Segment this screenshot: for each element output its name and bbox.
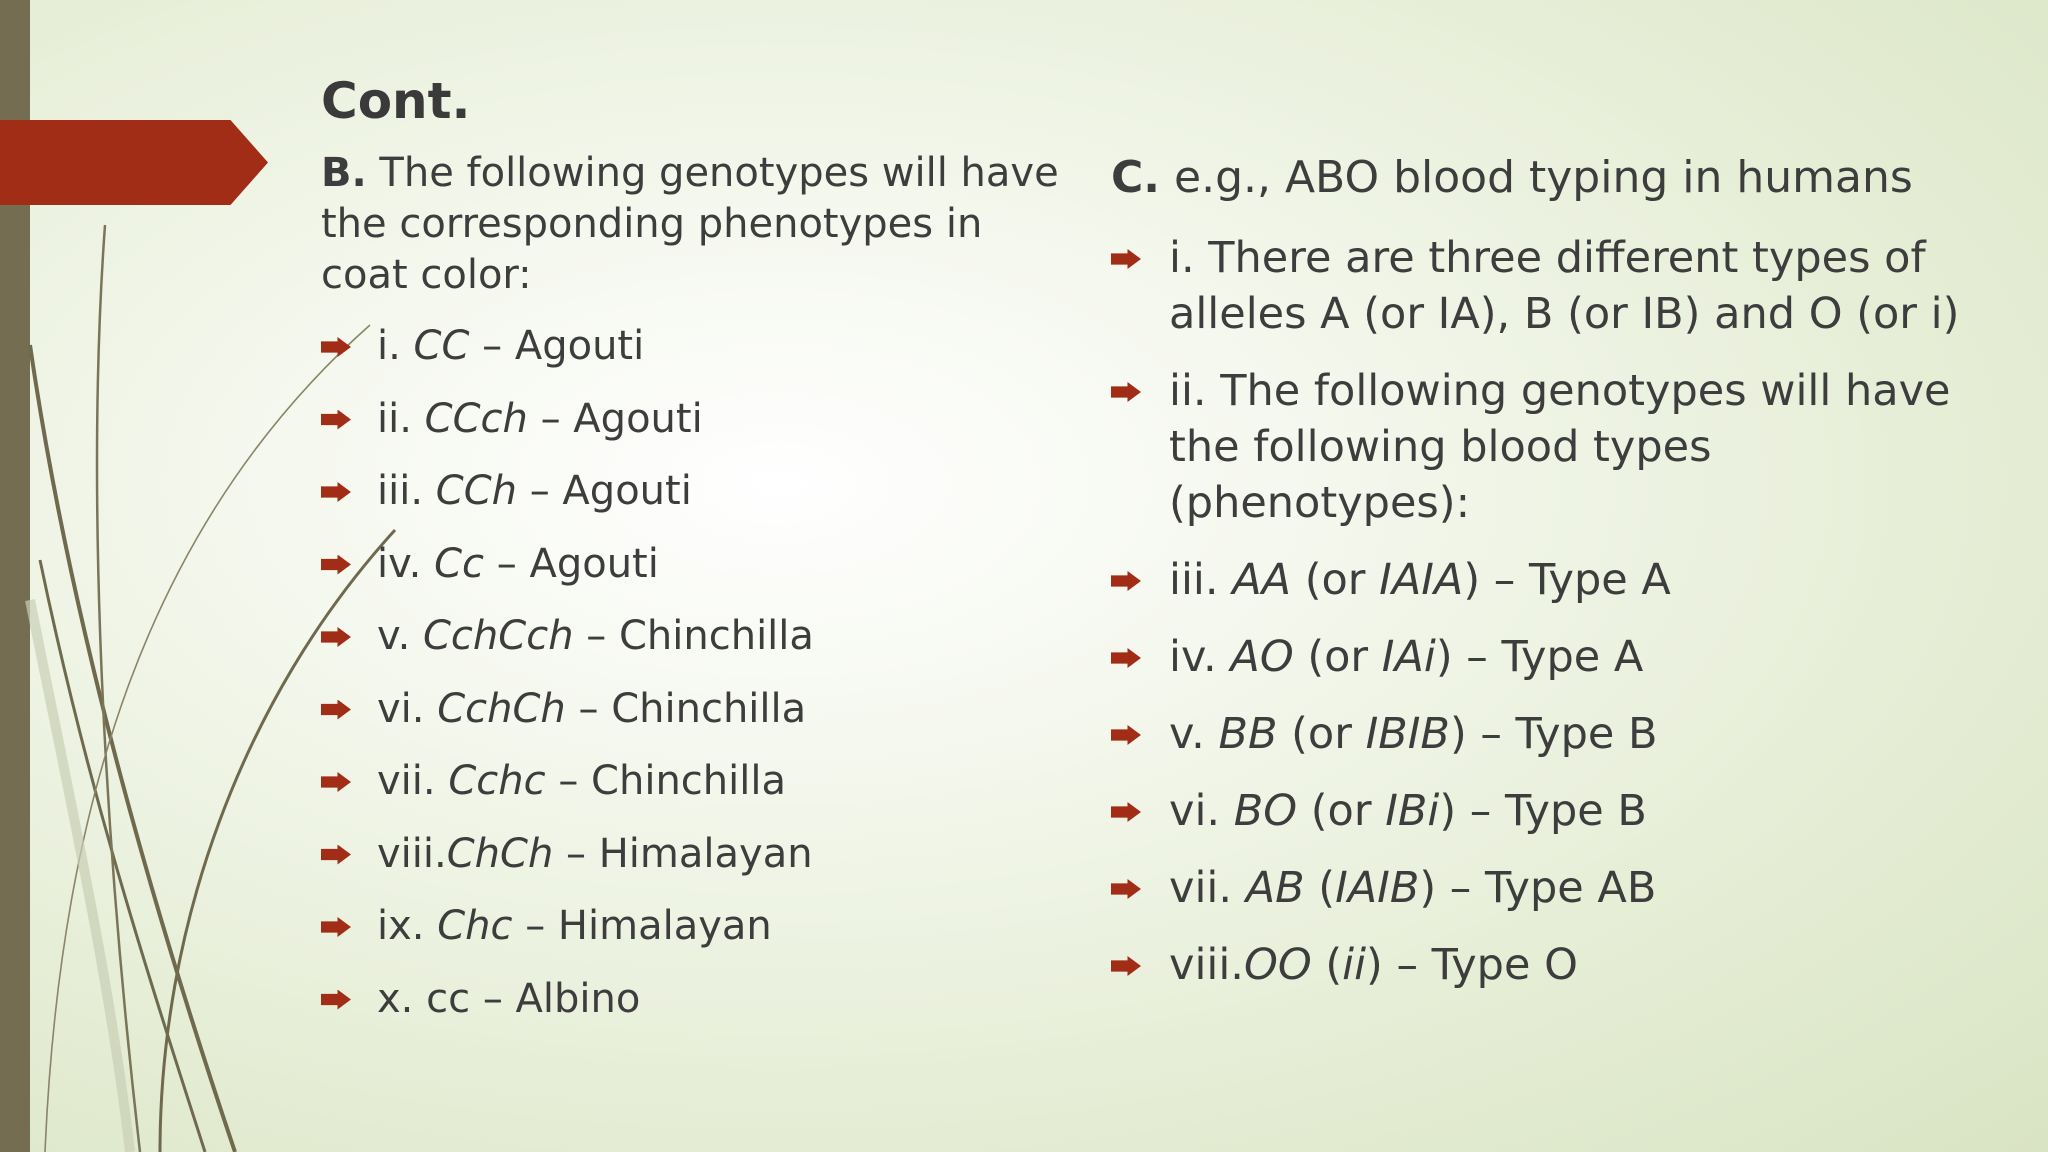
arrow-bullet-icon <box>1111 879 1141 899</box>
arrow-bullet-icon <box>1111 802 1141 822</box>
section-c-label: C. <box>1111 152 1161 203</box>
section-b-intro-text: The following genotypes will have the corresponding phenotypes in coat color: <box>321 150 1059 298</box>
arrow-bullet-icon <box>321 555 351 575</box>
list-item: ii. The following genotypes will have the following blood types (phenotypes): <box>1111 363 2011 531</box>
arrow-bullet-icon <box>321 482 351 502</box>
list-item: iii. CCh – Agouti <box>321 466 1081 516</box>
arrow-bullet-icon <box>1111 725 1141 745</box>
list-item: viii.OO (ii) – Type O <box>1111 937 2011 993</box>
list-item: vi. BO (or IBi) – Type B <box>1111 783 2011 839</box>
arrow-bullet-icon <box>321 845 351 865</box>
arrow-bullet-icon <box>1111 249 1141 269</box>
slide-title: Cont. <box>321 72 471 130</box>
list-item: v. BB (or IBIB) – Type B <box>1111 706 2011 762</box>
arrow-bullet-icon <box>1111 382 1141 402</box>
coat-color-list <box>321 321 1081 1024</box>
coat-color-intro <box>321 148 1081 301</box>
list-item: iv. AO (or IAi) – Type A <box>1111 629 2011 685</box>
arrow-bullet-icon <box>321 917 351 937</box>
list-item: i. CC – Agouti <box>321 321 1081 371</box>
list-item: vii. AB (IAIB) – Type AB <box>1111 860 2011 916</box>
list-item: v. CchCch – Chinchilla <box>321 611 1081 661</box>
blood-type-list <box>1111 230 2011 993</box>
list-item: iii. AA (or IAIA) – Type A <box>1111 552 2011 608</box>
list-item: vi. CchCh – Chinchilla <box>321 684 1081 734</box>
list-item: iv. Cc – Agouti <box>321 539 1081 589</box>
arrow-bullet-icon <box>321 700 351 720</box>
arrow-bullet-icon <box>321 772 351 792</box>
arrow-bullet-icon <box>1111 648 1141 668</box>
arrow-bullet-icon <box>321 990 351 1010</box>
section-c-intro-text: e.g., ABO blood typing in humans <box>1174 152 1913 203</box>
list-item: viii.ChCh – Himalayan <box>321 829 1081 879</box>
arrow-bullet-icon <box>1111 571 1141 591</box>
section-b-label: B. <box>321 150 367 196</box>
list-item: vii. Cchc – Chinchilla <box>321 756 1081 806</box>
arrow-bullet-icon <box>1111 956 1141 976</box>
list-item: x. cc – Albino <box>321 974 1081 1024</box>
blood-type-intro <box>1111 150 2011 206</box>
list-item: ii. CCch – Agouti <box>321 394 1081 444</box>
list-item: i. There are three different types of alleles A (or IA), B (or IB) and O (or i) <box>1111 230 2011 342</box>
arrow-bullet-icon <box>321 337 351 357</box>
arrow-bullet-icon <box>321 410 351 430</box>
blood-type-column <box>1111 150 2011 1014</box>
coat-color-column <box>321 148 1081 1046</box>
arrow-bullet-icon <box>321 627 351 647</box>
list-item: ix. Chc – Himalayan <box>321 901 1081 951</box>
